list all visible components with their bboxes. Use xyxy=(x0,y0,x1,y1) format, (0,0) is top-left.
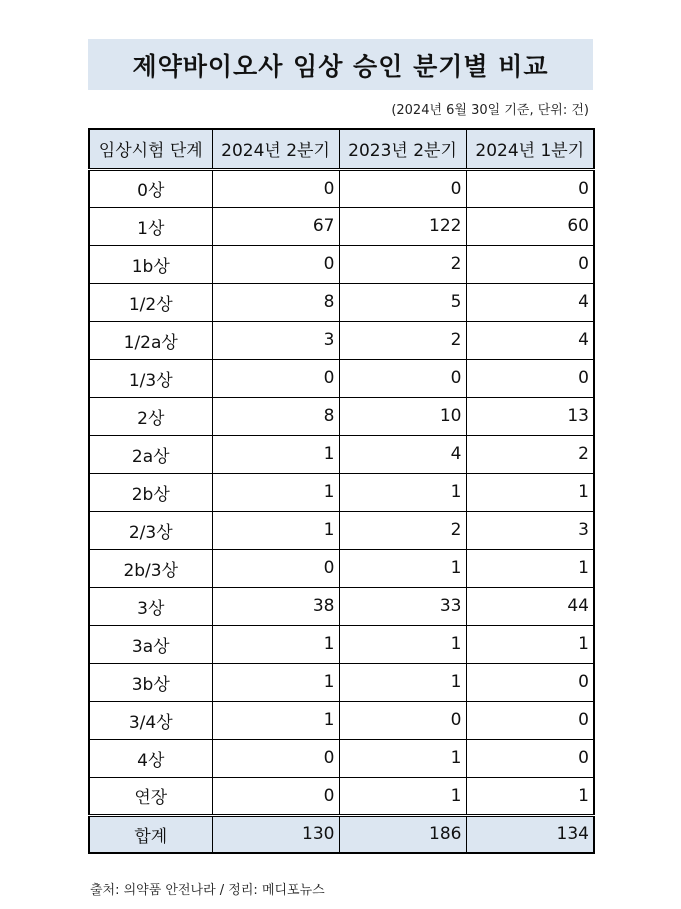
table-row xyxy=(89,549,594,587)
table-header-row xyxy=(89,129,594,169)
value-cell: 1 xyxy=(466,549,594,587)
value-cell: 8 xyxy=(212,397,339,435)
source-note: 출처: 의약품 안전나라 / 정리: 메디포뉴스 xyxy=(90,883,325,898)
table-row xyxy=(89,359,594,397)
table-row xyxy=(89,283,594,321)
value-cell: 44 xyxy=(466,587,594,625)
value-cell: 0 xyxy=(339,701,466,739)
total-label: 합계 xyxy=(89,815,212,853)
header-2023q2: 2023년 2분기 xyxy=(339,129,466,169)
phase-cell: 2/3상 xyxy=(89,511,212,549)
table-row xyxy=(89,777,594,815)
header-phase: 임상시험 단계 xyxy=(89,129,212,169)
value-cell: 0 xyxy=(339,169,466,207)
phase-cell: 2a상 xyxy=(89,435,212,473)
value-cell: 0 xyxy=(466,663,594,701)
phase-cell: 3상 xyxy=(89,587,212,625)
phase-cell: 2b상 xyxy=(89,473,212,511)
value-cell: 67 xyxy=(212,207,339,245)
value-cell: 8 xyxy=(212,283,339,321)
value-cell: 1 xyxy=(339,739,466,777)
value-cell: 2 xyxy=(339,511,466,549)
phase-cell: 1/2a상 xyxy=(89,321,212,359)
table-row xyxy=(89,739,594,777)
value-cell: 0 xyxy=(466,701,594,739)
total-2024q1: 134 xyxy=(466,815,594,853)
table-row xyxy=(89,207,594,245)
table-row xyxy=(89,321,594,359)
value-cell: 0 xyxy=(466,169,594,207)
value-cell: 10 xyxy=(339,397,466,435)
value-cell: 1 xyxy=(339,549,466,587)
value-cell: 1 xyxy=(339,777,466,815)
value-cell: 5 xyxy=(339,283,466,321)
approval-table xyxy=(88,128,595,854)
value-cell: 1 xyxy=(212,511,339,549)
value-cell: 3 xyxy=(212,321,339,359)
phase-cell: 1/3상 xyxy=(89,359,212,397)
value-cell: 1 xyxy=(466,625,594,663)
unit-note: (2024년 6월 30일 기준, 단위: 건) xyxy=(391,103,589,118)
value-cell: 4 xyxy=(339,435,466,473)
page-title: 제약바이오사 임상 승인 분기별 비교 xyxy=(132,51,549,81)
table-row xyxy=(89,397,594,435)
value-cell: 1 xyxy=(339,625,466,663)
phase-cell: 1/2상 xyxy=(89,283,212,321)
phase-cell: 3b상 xyxy=(89,663,212,701)
phase-cell: 1b상 xyxy=(89,245,212,283)
value-cell: 1 xyxy=(212,625,339,663)
phase-cell: 2b/3상 xyxy=(89,549,212,587)
phase-cell: 4상 xyxy=(89,739,212,777)
phase-cell: 3a상 xyxy=(89,625,212,663)
phase-cell: 3/4상 xyxy=(89,701,212,739)
value-cell: 0 xyxy=(212,169,339,207)
table-row xyxy=(89,663,594,701)
value-cell: 0 xyxy=(339,359,466,397)
total-2024q2: 130 xyxy=(212,815,339,853)
header-2024q1: 2024년 1분기 xyxy=(466,129,594,169)
value-cell: 2 xyxy=(339,321,466,359)
header-2024q2: 2024년 2분기 xyxy=(212,129,339,169)
value-cell: 4 xyxy=(466,283,594,321)
value-cell: 1 xyxy=(466,473,594,511)
value-cell: 2 xyxy=(466,435,594,473)
phase-cell: 1상 xyxy=(89,207,212,245)
table-row xyxy=(89,587,594,625)
value-cell: 122 xyxy=(339,207,466,245)
table-row xyxy=(89,245,594,283)
table-row xyxy=(89,169,594,207)
value-cell: 1 xyxy=(212,663,339,701)
table-row xyxy=(89,625,594,663)
value-cell: 0 xyxy=(466,739,594,777)
total-row xyxy=(89,815,594,853)
phase-cell: 연장 xyxy=(89,777,212,815)
value-cell: 1 xyxy=(466,777,594,815)
value-cell: 0 xyxy=(212,245,339,283)
value-cell: 0 xyxy=(466,245,594,283)
value-cell: 33 xyxy=(339,587,466,625)
value-cell: 3 xyxy=(466,511,594,549)
table-row xyxy=(89,511,594,549)
value-cell: 4 xyxy=(466,321,594,359)
value-cell: 1 xyxy=(212,701,339,739)
table-row xyxy=(89,435,594,473)
value-cell: 2 xyxy=(339,245,466,283)
value-cell: 0 xyxy=(212,359,339,397)
value-cell: 60 xyxy=(466,207,594,245)
value-cell: 13 xyxy=(466,397,594,435)
total-2023q2: 186 xyxy=(339,815,466,853)
value-cell: 1 xyxy=(212,473,339,511)
value-cell: 38 xyxy=(212,587,339,625)
value-cell: 0 xyxy=(212,739,339,777)
value-cell: 1 xyxy=(212,435,339,473)
title-banner xyxy=(88,39,593,90)
value-cell: 1 xyxy=(339,473,466,511)
table-row xyxy=(89,701,594,739)
table-row xyxy=(89,473,594,511)
value-cell: 0 xyxy=(466,359,594,397)
value-cell: 0 xyxy=(212,777,339,815)
value-cell: 1 xyxy=(339,663,466,701)
phase-cell: 2상 xyxy=(89,397,212,435)
value-cell: 0 xyxy=(212,549,339,587)
phase-cell: 0상 xyxy=(89,169,212,207)
